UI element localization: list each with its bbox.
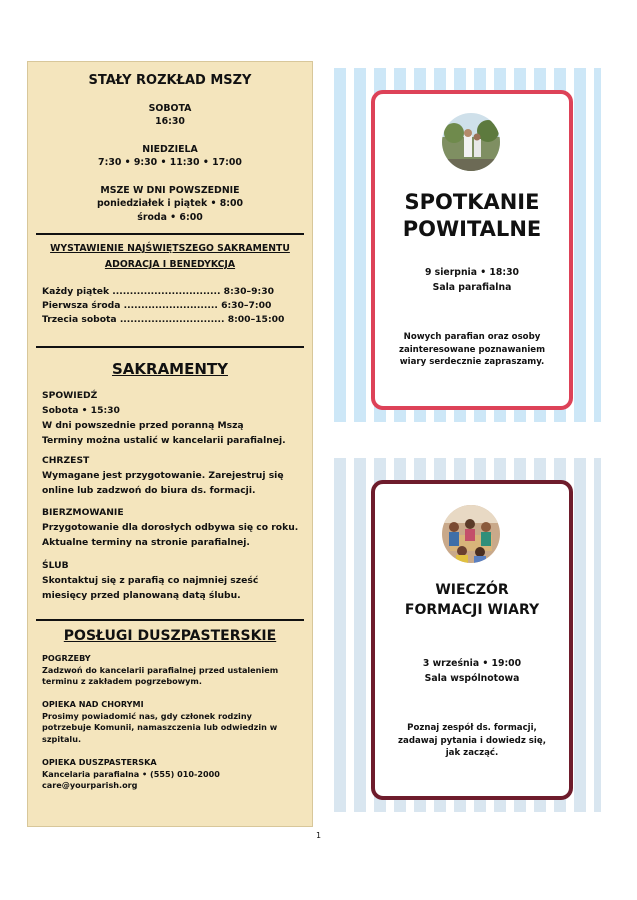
page-number: 1	[315, 831, 322, 840]
event-title-line: WIECZÓR	[435, 582, 509, 598]
pastoral-label: OPIEKA DUSZPASTERSKA	[42, 757, 157, 767]
sunday-times: 7:30 • 9:30 • 11:30 • 17:00	[98, 157, 242, 168]
parish-info-column	[27, 61, 313, 827]
weekday-line-2: środa • 6:00	[137, 212, 203, 223]
mass-schedule-title: STAŁY ROZKŁAD MSZY	[88, 73, 252, 88]
pastoral-line: szpitalu.	[42, 733, 82, 744]
event-photo-icon	[442, 113, 500, 171]
pastoral-line: care@yourparish.org	[42, 780, 138, 790]
pastoral-care	[42, 757, 302, 792]
event-title-line: POWITALNE	[402, 217, 542, 241]
divider	[36, 619, 304, 621]
event-details	[375, 265, 569, 295]
sacrament-line: Przygotowanie dla dorosłych odbywa się co roku.	[42, 522, 299, 533]
sacrament-confirmation	[42, 505, 302, 550]
sacrament-line: online lub zadzwoń do biura ds. formacji.	[42, 485, 256, 496]
sacrament-wedding	[42, 558, 302, 603]
event-card-formation	[371, 480, 573, 800]
event-title	[375, 189, 569, 243]
sacrament-confession	[42, 388, 302, 448]
sacrament-line: Sobota • 15:30	[42, 405, 120, 416]
event-title-line: SPOTKANIE	[404, 190, 540, 214]
divider	[36, 233, 304, 235]
sacrament-line: Wymagane jest przygotowanie. Zarejestruj się	[42, 470, 284, 481]
saturday-time: 16:30	[155, 116, 185, 127]
divider	[36, 346, 304, 348]
adoration-row: Każdy piątek ............................... 8:30–9:30	[42, 286, 274, 297]
event-desc-line: zainteresowane poznawaniem	[398, 344, 546, 355]
sunday-label: NIEDZIELA	[142, 144, 198, 155]
event-place: Sala wspólnotowa	[424, 673, 520, 684]
sacrament-label: ŚLUB	[42, 560, 69, 571]
sacraments-title: SAKRAMENTY	[111, 360, 228, 378]
pastoral-line: terminu z zakładem pogrzebowym.	[42, 676, 202, 686]
sacrament-label: BIERZMOWANIE	[42, 507, 124, 518]
event-place: Sala parafialna	[432, 282, 512, 293]
adoration-row: Trzecia sobota .............................. 8:00–15:00	[42, 314, 285, 325]
sacrament-line: W dni powszednie przed poranną Mszą	[42, 420, 244, 431]
pastoral-line: potrzebuje Komunii, namaszczenia lub odwiedzin w	[42, 722, 278, 732]
event-photo-icon	[442, 505, 500, 563]
event-details	[375, 656, 569, 686]
sacrament-line: Aktualne terminy na stronie parafialnej.	[42, 537, 250, 548]
event-desc-line: Poznaj zespół ds. formacji,	[407, 723, 537, 733]
event-desc-line: wiary serdecznie zapraszamy.	[399, 357, 545, 367]
weekday-line-1: poniedziałek i piątek • 8:00	[96, 198, 244, 209]
sacrament-line: Terminy można ustalić w kancelarii parafialnej.	[42, 435, 286, 446]
event-description	[389, 331, 555, 369]
sacrament-line: Skontaktuj się z parafią co najmniej sześć	[42, 575, 259, 586]
event-desc-line: jak zacząć.	[445, 748, 499, 758]
pastoral-line: Prosimy powiadomić nas, gdy członek rodziny	[42, 710, 252, 721]
event-desc-line: Nowych parafian oraz osoby	[403, 332, 541, 342]
weekday-label: MSZE W DNI POWSZEDNIE	[100, 185, 240, 196]
sacrament-line: miesięcy przed planowaną datą ślubu.	[42, 590, 241, 601]
event-date: 3 września • 19:00	[422, 658, 522, 669]
event-date: 9 sierpnia • 18:30	[424, 267, 520, 278]
event-desc-line: zadawaj pytania i dowiedz się,	[398, 735, 546, 746]
sacrament-baptism	[42, 453, 302, 498]
pastoral-sick-care	[42, 699, 302, 745]
sacrament-label: CHRZEST	[42, 455, 90, 466]
event-title	[375, 580, 569, 620]
pastoral-label: OPIEKA NAD CHORYMI	[42, 699, 144, 709]
pastoral-title: POSŁUGI DUSZPASTERSKIE	[63, 628, 277, 644]
pastoral-label: POGRZEBY	[42, 653, 91, 663]
saturday-label: SOBOTA	[148, 103, 192, 114]
pastoral-line: Kancelaria parafialna • (555) 010-2000	[42, 768, 220, 779]
sacrament-label: SPOWIEDŹ	[42, 390, 98, 401]
event-description	[389, 722, 555, 760]
pastoral-line: Zadzwoń do kancelarii parafialnej przed ustaleniem	[42, 664, 279, 675]
pastoral-funerals	[42, 653, 302, 688]
adoration-title: WYSTAWIENIE NAJŚWIĘTSZEGO SAKRAMENTU ADORACJA I BENEDYKCJA	[50, 243, 290, 270]
event-title-line: FORMACJI WIARY	[404, 602, 540, 618]
event-card-welcome	[371, 90, 573, 410]
adoration-row: Pierwsza środa ........................... 6:30–7:00	[42, 300, 272, 311]
